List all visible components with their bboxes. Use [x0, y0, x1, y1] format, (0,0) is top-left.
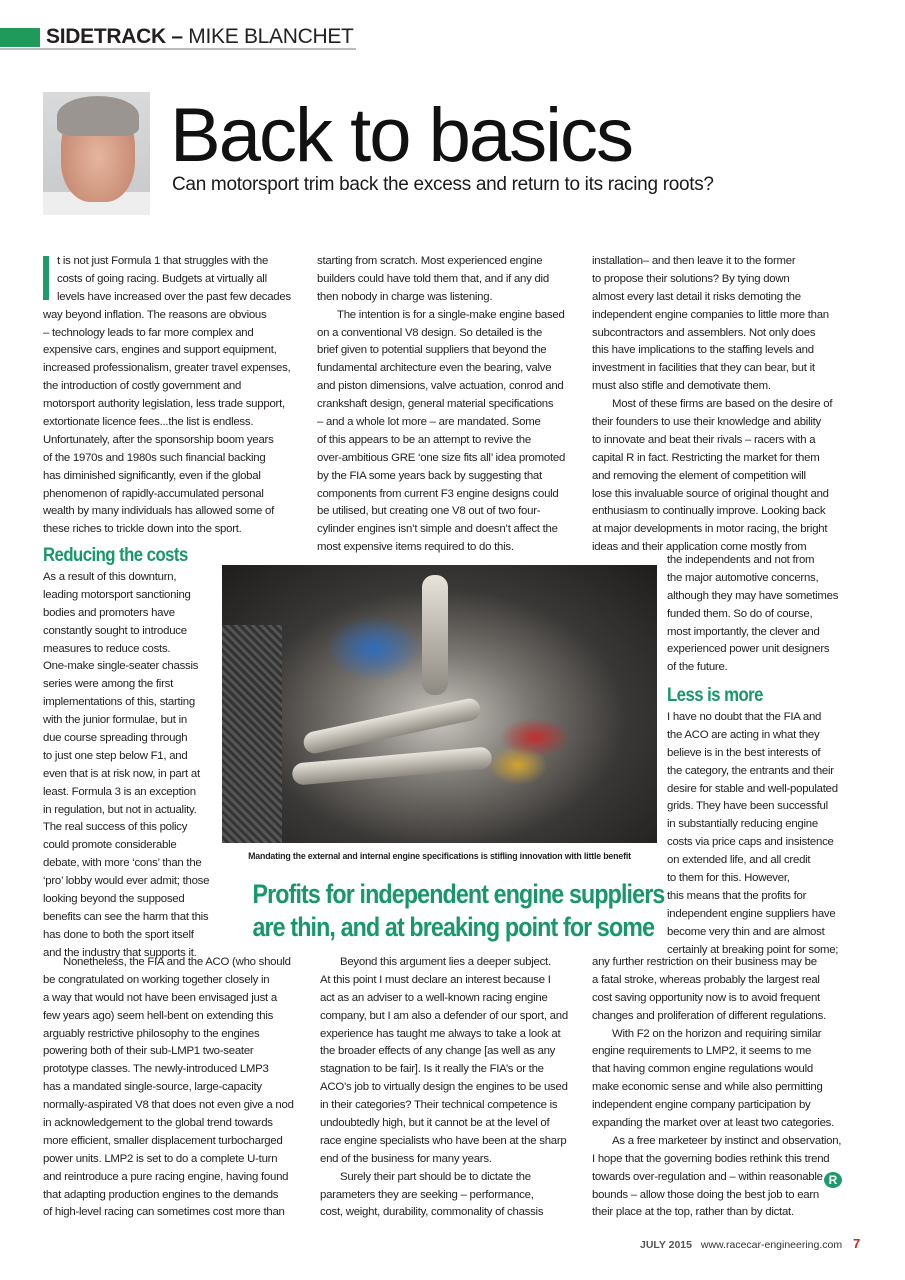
- text-line: almost every last detail it risks demoting the: [592, 290, 801, 303]
- text-line: believe is in the best interests of: [667, 746, 821, 759]
- text-line: constantly sought to introduce: [43, 624, 187, 637]
- text-line: Unfortunately, after the sponsorship boom years: [43, 433, 274, 446]
- text-line: towards over-regulation and – within reasonable: [592, 1170, 823, 1183]
- text-line: to innovate and beat their rivals – racers with a: [592, 433, 816, 446]
- text-line: make economic sense and while also permitting: [592, 1081, 823, 1094]
- text-line: desire for stable and well-populated: [667, 782, 838, 795]
- text-line: has a mandated single-source, large-capacity: [43, 1081, 262, 1094]
- text-line: costs of going racing. Budgets at virtually all: [57, 272, 267, 285]
- author-name: MIKE BLANCHET: [188, 25, 354, 48]
- text-line: independent engine suppliers have: [667, 907, 836, 920]
- text-line: has done to both the sport itself: [43, 928, 194, 941]
- text-line: undoubtedly high, but it cannot be at the level of: [320, 1117, 550, 1130]
- text-line: starting from scratch. Most experienced engine: [317, 255, 543, 267]
- text-line: even that is at risk now, in part at: [43, 767, 200, 780]
- text-line: and reintroduce a pure racing engine, having found: [43, 1170, 289, 1183]
- text-line: has diminished significantly, even if the global: [43, 469, 261, 482]
- text-line: leading motorsport sanctioning: [43, 588, 191, 601]
- text-line: of the 1970s and 1980s such financial backing: [43, 451, 266, 464]
- text-line: by the FIA some years back by suggesting that: [317, 469, 542, 482]
- body-col1-narrow: [43, 569, 209, 963]
- text-line: Beyond this argument lies a deeper subject.: [340, 956, 551, 968]
- text-line: implementations of this, starting: [43, 696, 195, 709]
- section-color-bar: [0, 28, 40, 47]
- text-line: on extended life, and all credit: [667, 854, 811, 867]
- text-line: cylinder engines isn’t simple and doesn’t affect the: [317, 523, 558, 536]
- text-line: then nobody in charge was listening.: [317, 290, 493, 303]
- text-line: bodies and promoters have: [43, 606, 175, 619]
- text-line: over-ambitious GRE ‘one size fits all’ idea promoted: [317, 451, 566, 464]
- text-line: extortionate licence fees...the list is endless.: [43, 416, 254, 429]
- text-line: this have implications to the staffing levels and: [592, 344, 814, 357]
- text-line: stagnation to be fair]. Is it really the FIA’s or the: [320, 1063, 544, 1076]
- text-line: the ACO are acting in what they: [667, 728, 820, 741]
- text-line: experience has taught me always to take a look at: [320, 1027, 561, 1040]
- text-line: I have no doubt that the FIA and: [667, 711, 822, 723]
- pull-quote: [252, 878, 665, 944]
- text-line: be utilised, but creating one V8 out of two four-: [317, 505, 541, 518]
- text-line: must also stifle and demotivate them.: [592, 380, 771, 393]
- text-line: most importantly, the clever and: [667, 625, 820, 638]
- text-line: to them for this. However,: [667, 872, 790, 885]
- text-line: t is not just Formula 1 that struggles with the: [57, 255, 269, 267]
- text-line: the major automotive concerns,: [667, 571, 819, 584]
- text-line: series were among the first: [43, 678, 173, 691]
- text-line: subcontractors and assemblers. Not only does: [592, 326, 816, 339]
- text-line: more efficient, smaller displacement turbocharged: [43, 1134, 283, 1147]
- page-footer: [640, 1236, 860, 1251]
- text-line: ‘pro’ lobby would ever admit; those: [43, 875, 210, 888]
- text-line: investment in facilities that they can bear, but it: [592, 362, 815, 375]
- text-line: benefits can see the harm that this: [43, 910, 209, 923]
- text-line: way beyond inflation. The reasons are obvious: [43, 308, 267, 321]
- text-line: One-make single-seater chassis: [43, 660, 199, 673]
- text-line: this means that the profits for: [667, 889, 807, 902]
- text-line: certainly at breaking point for some;: [667, 943, 839, 956]
- text-line: and removing the element of competition will: [592, 469, 806, 482]
- text-line: I hope that the governing bodies rethink this trend: [592, 1152, 830, 1165]
- text-line: Nonetheless, the FIA and the ACO (who should: [63, 956, 291, 968]
- text-line: costs via price caps and insistence: [667, 836, 834, 849]
- text-line: looking beyond the supposed: [43, 893, 185, 906]
- text-line: few years ago) seem hell-bent on extending this: [43, 1009, 274, 1022]
- text-line: As a result of this downturn,: [43, 571, 177, 583]
- page-number: 7: [853, 1236, 861, 1251]
- text-line: in substantially reducing engine: [667, 818, 818, 831]
- author-portrait: [43, 92, 150, 215]
- text-line: independent engine companies to little more than: [592, 308, 829, 321]
- body-col1-top: [43, 253, 291, 539]
- text-line: bounds – allow those doing the best job to earn: [592, 1188, 819, 1201]
- text-line: in regulation, but not in actuality.: [43, 803, 197, 816]
- text-line: independent engine company participation by: [592, 1099, 811, 1112]
- section-label: SIDETRACK –: [46, 25, 183, 48]
- text-line: in their categories? Their technical competence is: [320, 1099, 558, 1112]
- text-line: phenomenon of rapidly-accumulated personal: [43, 487, 264, 500]
- text-line: end of the business for many years.: [320, 1152, 492, 1165]
- text-line: the category, the entrants and their: [667, 764, 834, 777]
- text-line: Most of these firms are based on the desire of: [612, 398, 833, 411]
- text-line: on a conventional V8 design. So detailed is the: [317, 326, 543, 339]
- text-line: the independents and not from: [667, 554, 815, 566]
- text-line: their founders to use their knowledge and ability: [592, 416, 822, 429]
- photo-caption: Mandating the external and internal engine specifications is stifling innovation with little benefit: [248, 851, 631, 862]
- text-line: that adapting production engines to the demands: [43, 1188, 279, 1201]
- text-line: engine requirements to LMP2, it seems to me: [592, 1045, 812, 1058]
- text-line: cost, weight, durability, commonality of chassis: [320, 1206, 544, 1219]
- website-link[interactable]: www.racecar-engineering.com: [700, 1239, 843, 1251]
- text-line: fundamental architecture even the bearing, valve: [317, 362, 552, 375]
- text-line: At this point I must declare an interest because I: [320, 973, 551, 986]
- body-col3-narrow-b: [667, 709, 838, 959]
- body-col2-top: [317, 253, 565, 557]
- text-line: prototype classes. The newly-introduced LMP3: [43, 1063, 269, 1076]
- text-line: funded them. So do of course,: [667, 607, 813, 620]
- text-line: levels have increased over the past few decades: [57, 290, 291, 303]
- section-header: [46, 25, 354, 49]
- header-rule: [0, 48, 356, 50]
- text-line: crankshaft design, general material specifications: [317, 398, 554, 411]
- text-line: a way that would not have been envisaged just a: [43, 991, 277, 1004]
- text-line: The real success of this policy: [43, 821, 188, 834]
- text-line: at major developments in motor racing, the bright: [592, 523, 828, 536]
- article-title: Back to basics: [170, 93, 632, 178]
- text-line: company, but I am also a defender of our sport, and: [320, 1009, 568, 1022]
- text-line: ideas and their application come mostly from: [592, 541, 807, 554]
- text-line: although they may have sometimes: [667, 589, 839, 602]
- text-line: grids. They have been successful: [667, 800, 828, 813]
- text-line: in acknowledgement to the global trend towards: [43, 1117, 273, 1130]
- text-line: most expensive items required to do this.: [317, 541, 514, 554]
- text-line: installation– and then leave it to the former: [592, 255, 796, 267]
- text-line: – and a whole lot more – are mandated. Some: [317, 416, 541, 429]
- text-line: the introduction of costly government and: [43, 380, 242, 393]
- text-line: of this appears to be an attempt to revive the: [317, 433, 531, 446]
- body-col3-narrow-a: [667, 552, 838, 677]
- text-line: changes and proliferation of different regulations.: [592, 1009, 827, 1022]
- text-line: parameters they are seeking – performance,: [320, 1188, 534, 1201]
- text-line: power units. LMP2 is set to do a complete U-turn: [43, 1152, 278, 1165]
- pull-quote-line: are thin, and at breaking point for some: [252, 912, 655, 942]
- body-col3-bottom: [592, 954, 841, 1222]
- body-col3-top: [592, 253, 832, 557]
- text-line: enthusiasm to continually improve. Looking back: [592, 505, 826, 518]
- text-line: a fatal stroke, whereas probably the largest real: [592, 973, 820, 986]
- text-line: with the junior formulae, but in: [43, 714, 187, 727]
- text-line: that having common engine regulations would: [592, 1063, 814, 1076]
- text-line: and piston dimensions, valve actuation, conrod and: [317, 380, 564, 393]
- body-col1-bottom: [43, 954, 294, 1222]
- pull-quote-line: Profits for independent engine suppliers: [252, 879, 665, 909]
- text-line: their place at the top, rather than by dictat.: [592, 1206, 794, 1219]
- text-line: experienced power unit designers: [667, 643, 830, 656]
- text-line: expanding the market over at least two categories.: [592, 1117, 835, 1130]
- text-line: With F2 on the horizon and requiring similar: [612, 1027, 822, 1040]
- racecar-logo-icon: R: [824, 1172, 842, 1188]
- text-line: due course spreading through: [43, 732, 188, 745]
- text-line: The intention is for a single-make engine based: [337, 308, 565, 321]
- text-line: be congratulated on working together closely in: [43, 973, 270, 986]
- text-line: arguably restrictive philosophy to the engines: [43, 1027, 260, 1040]
- subheading-less-is-more: Less is more: [667, 685, 763, 706]
- article-subtitle: Can motorsport trim back the excess and return to its racing roots?: [172, 174, 714, 195]
- text-line: could promote considerable: [43, 839, 177, 852]
- text-line: increased professionalism, greater travel expenses,: [43, 362, 291, 375]
- text-line: expensive cars, engines and support equipment,: [43, 344, 277, 357]
- text-line: motorsport authority legislation, less trade support,: [43, 398, 285, 411]
- text-line: wealth by many individuals has allowed some of: [43, 505, 274, 518]
- text-line: to just one step below F1, and: [43, 749, 188, 762]
- text-line: capital R in fact. Restricting the market for them: [592, 451, 820, 464]
- text-line: any further restriction on their business may be: [592, 956, 817, 968]
- text-line: normally-aspirated V8 that does not even give a nod: [43, 1099, 294, 1112]
- text-line: and the industry that supports it.: [43, 946, 197, 959]
- text-line: debate, with more ‘cons’ than the: [43, 857, 202, 870]
- text-line: lose this invaluable source of original thought and: [592, 487, 829, 500]
- text-line: As a free marketeer by instinct and observation,: [612, 1134, 842, 1147]
- text-line: act as an adviser to a well-known racing engine: [320, 991, 548, 1004]
- text-line: brief given to potential suppliers that beyond the: [317, 344, 547, 357]
- text-line: cost saving opportunity now is to avoid frequent: [592, 991, 820, 1004]
- text-line: of the future.: [667, 661, 728, 674]
- text-line: Surely their part should be to dictate the: [340, 1170, 531, 1183]
- text-line: become very thin and are almost: [667, 925, 825, 938]
- issue-date: JULY 2015: [640, 1239, 692, 1251]
- text-line: race engine specialists who have been at the sharp: [320, 1134, 567, 1147]
- subheading-reducing-costs: Reducing the costs: [43, 545, 188, 566]
- body-col2-bottom: [320, 954, 568, 1222]
- text-line: – technology leads to far more complex and: [43, 326, 254, 339]
- text-line: these riches to trickle down into the sport.: [43, 523, 242, 536]
- text-line: powering both of their sub-LMP1 two-seater: [43, 1045, 254, 1058]
- text-line: of high-level racing can sometimes cost more than: [43, 1206, 285, 1219]
- text-line: components from current F3 engine designs could: [317, 487, 559, 500]
- text-line: measures to reduce costs.: [43, 642, 171, 655]
- text-line: the broader effects of any change [as well as any: [320, 1045, 556, 1058]
- text-line: builders could have told them that, and if any did: [317, 272, 549, 285]
- text-line: to propose their solutions? By tying down: [592, 272, 790, 285]
- text-line: ACO’s job to virtually design the engines to be used: [320, 1081, 568, 1094]
- engine-photo: [222, 565, 657, 843]
- text-line: least. Formula 3 is an exception: [43, 785, 196, 798]
